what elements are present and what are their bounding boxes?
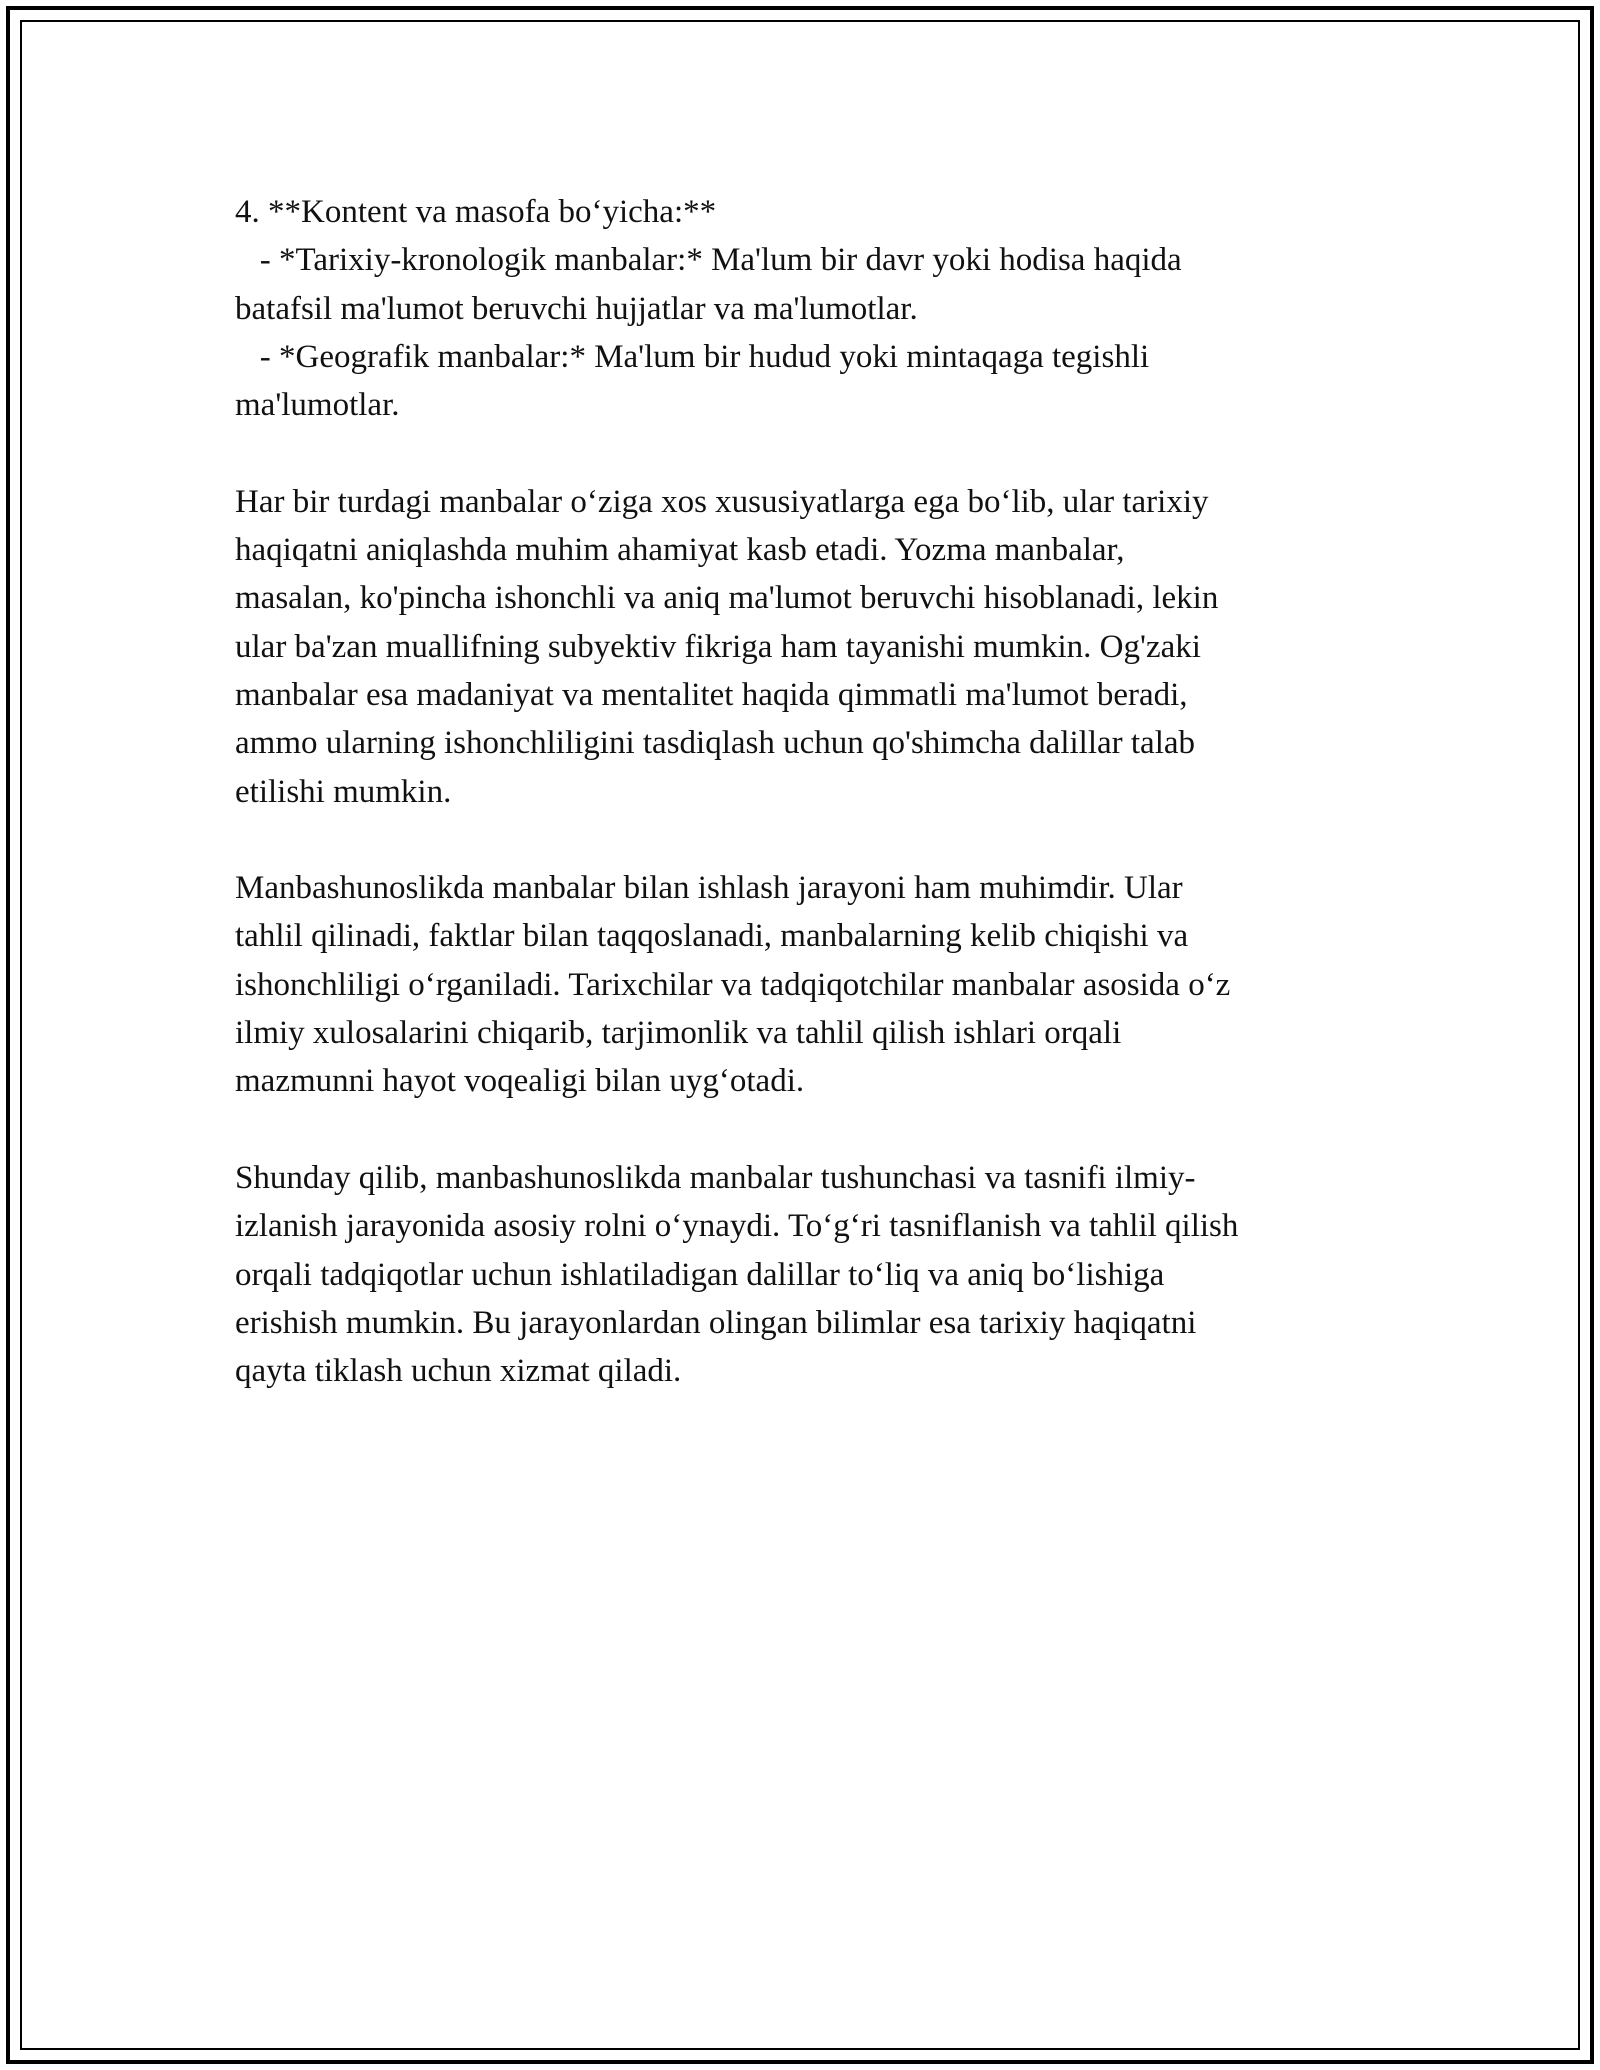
paragraph-gap [235,429,1365,477]
paragraph-line: masalan, ko'pincha ishonchli va aniq ma'lumot beruvchi hisoblanadi, lekin [235,580,1219,617]
paragraph-1 [235,478,1365,816]
paragraph-line: ammo ularning ishonchliligini tasdiqlash uchun qo'shimcha dalillar talab [235,725,1196,762]
paragraph-3 [235,1154,1365,1395]
document-body [235,188,1365,1395]
paragraph-line: ilmiy xulosalarini chiqarib, tarjimonlik va tahlil qilish ishlari orqali [235,1015,1122,1052]
list-item-geografik: - *Geografik manbalar:* Ma'lum bir hudud yoki mintaqaga tegishli [235,338,1150,375]
paragraph-line: erishish mumkin. Bu jarayonlardan olingan bilimlar esa tarixiy haqiqatni [235,1304,1197,1341]
paragraph-line: mazmunni hayot voqealigi bilan uyg‘otadi. [235,1063,805,1100]
paragraph-line: Shunday qilib, manbashunoslikda manbalar tushunchasi va tasnifi ilmiy- [235,1159,1196,1196]
section-heading: 4. **Kontent va masofa bo‘yicha:** [235,194,717,230]
section-4 [235,188,1365,429]
paragraph-gap [235,1106,1365,1154]
paragraph-line: Har bir turdagi manbalar o‘ziga xos xususiyatlarga ega bo‘lib, ular tarixiy [235,483,1209,520]
paragraph-line: tahlil qilinadi, faktlar bilan taqqoslanadi, manbalarning kelib chiqishi va [235,918,1189,955]
paragraph-line: manbalar esa madaniyat va mentalitet haqida qimmatli ma'lumot beradi, [235,676,1188,713]
paragraph-line: haqiqatni aniqlashda muhim ahamiyat kasb etadi. Yozma manbalar, [235,532,1125,569]
paragraph-line: ishonchliligi o‘rganiladi. Tarixchilar va tadqiqotchilar manbalar asosida o‘z [235,966,1231,1003]
paragraph-line: ular ba'zan muallifning subyektiv fikriga ham tayanishi mumkin. Og'zaki [235,628,1201,665]
paragraph-line: orqali tadqiqotlar uchun ishlatiladigan dalillar to‘liq va aniq bo‘lishiga [235,1256,1165,1293]
paragraph-line: qayta tiklash uchun xizmat qiladi. [235,1353,682,1390]
list-item-geografik-cont: ma'lumotlar. [235,387,400,424]
paragraph-2 [235,864,1365,1105]
paragraph-line: etilishi mumkin. [235,773,452,810]
paragraph-gap [235,816,1365,864]
list-item-tarixiy-kronologik-cont: batafsil ma'lumot beruvchi hujjatlar va ma'lumotlar. [235,290,918,327]
paragraph-line: Manbashunoslikda manbalar bilan ishlash jarayoni ham muhimdir. Ular [235,870,1183,907]
paragraph-line: izlanish jarayonida asosiy rolni o‘ynaydi. To‘g‘ri tasniflanish va tahlil qilish [235,1208,1239,1245]
list-item-tarixiy-kronologik: - *Tarixiy-kronologik manbalar:* Ma'lum bir davr yoki hodisa haqida [235,242,1182,279]
